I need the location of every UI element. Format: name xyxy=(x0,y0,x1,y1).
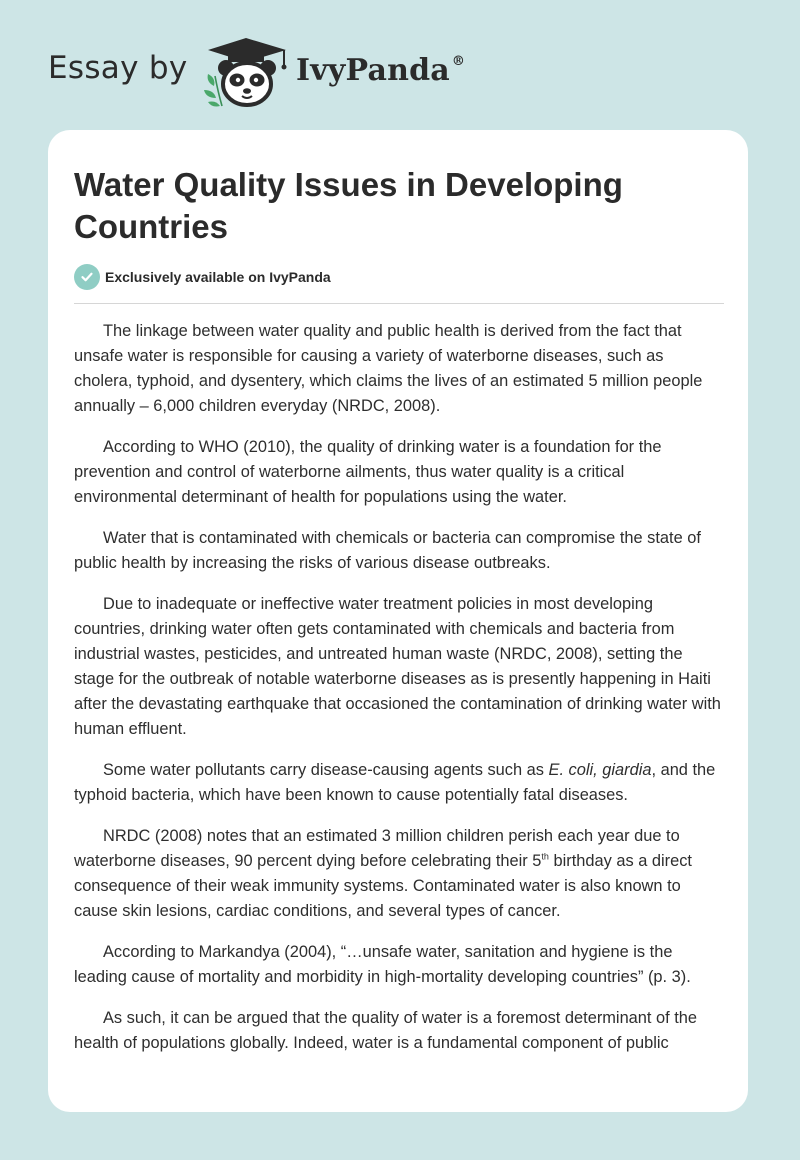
paragraph: Due to inadequate or ineffective water treatment policies in most developing countries, drinking water often gets contaminated with chemicals and bacteria from industrial wastes, pesticides, and untreated human waste (NRDC, 2008), setting the stage for the outbreak of notable waterborne diseases as is presently happening in Haiti after the devastating earthquake that occasioned the contamination of drinking water with human effluent. xyxy=(74,595,721,738)
essay-card xyxy=(48,130,748,1112)
exclusive-badge xyxy=(74,264,331,290)
registered-mark: ® xyxy=(451,54,466,69)
divider xyxy=(74,303,724,304)
essay-body xyxy=(74,319,724,1072)
site-header xyxy=(0,0,800,130)
paragraph: The linkage between water quality and public health is derived from the fact that unsafe water is responsible for causing a variety of waterborne diseases, such as cholera, typhoid, and dysentery, which claims the lives of an estimated 5 million people annually – 6,000 children everyday (NRDC, 2008). xyxy=(74,322,703,415)
paragraph: According to Markandya (2004), “…unsafe water, sanitation and hygiene is the leading cause of mortality and morbidity in high-mortality developing countries” (p. 3). xyxy=(74,943,691,986)
essay-by-label: Essay by xyxy=(48,50,188,86)
check-circle-icon xyxy=(74,264,100,290)
paragraph-text: birthday as a direct consequence of their weak immunity systems. Contaminated water is also known to cause skin lesions, cardiac conditions, and several types of cancer. xyxy=(74,852,692,920)
paragraph xyxy=(74,758,724,808)
brand-name: IvyPanda xyxy=(296,53,450,88)
ordinal-superscript: th xyxy=(541,851,549,862)
paragraph-text: Some water pollutants carry disease-causing agents such as xyxy=(103,761,549,779)
paragraph: Water that is contaminated with chemicals or bacteria can compromise the state of public health by increasing the risks of various disease outbreaks. xyxy=(74,529,701,572)
italic-organism-names: E. coli, giardia xyxy=(548,761,652,779)
paragraph-text: , and the typhoid bacteria, which have been known to cause potentially fatal diseases. xyxy=(74,761,716,804)
essay-title: Water Quality Issues in Developing Countries xyxy=(74,166,623,245)
paragraph: According to WHO (2010), the quality of drinking water is a foundation for the prevention and control of waterborne ailments, thus water quality is a critical environmental determinant of health for populations using the water. xyxy=(74,438,662,506)
exclusive-badge-label: Exclusively available on IvyPanda xyxy=(105,269,331,285)
paragraph: As such, it can be argued that the quality of water is a foremost determinant of the health of populations globally. Indeed, water is a fundamental component of public xyxy=(74,1009,698,1052)
paragraph-text: NRDC (2008) notes that an estimated 3 million children perish each year due to waterborne diseases, 90 percent dying before celebrating their 5 xyxy=(74,827,680,870)
paragraph xyxy=(74,824,724,924)
ivypanda-logo[interactable] xyxy=(296,53,465,88)
panda-graduation-cap-icon[interactable] xyxy=(200,36,292,108)
